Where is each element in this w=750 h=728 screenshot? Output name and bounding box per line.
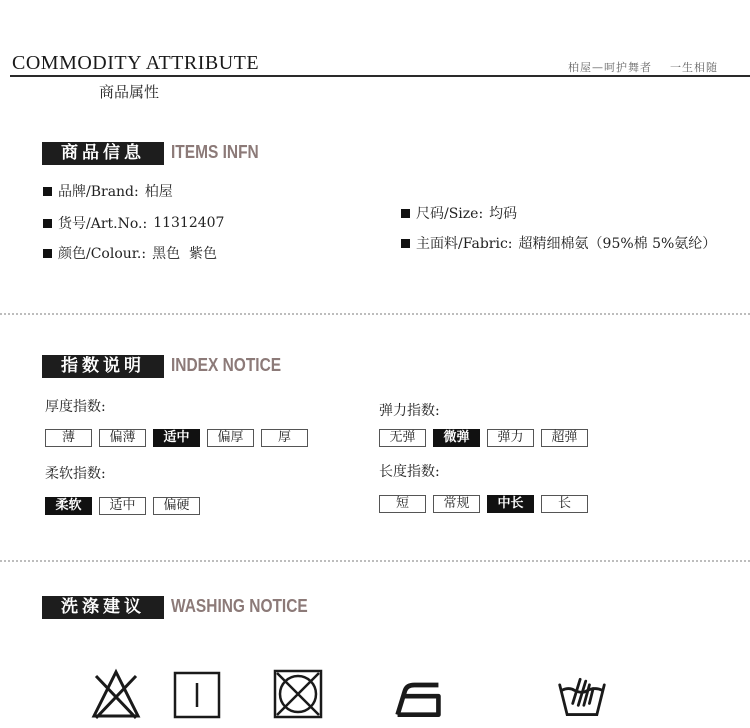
slogan-left: 柏屋—呵护舞者 — [568, 61, 652, 74]
attr-art-no — [43, 213, 224, 233]
index-heading-en: INDEX NOTICE — [171, 355, 282, 375]
thickness-label: 厚度指数: — [45, 399, 106, 415]
softness-options — [45, 497, 200, 515]
index-option: 常规 — [433, 495, 480, 513]
index-option: 无弹 — [379, 429, 426, 447]
line-dry-icon — [172, 670, 224, 722]
attr-value: 黑色 紫色 — [152, 246, 218, 262]
attr-value: 均码 — [489, 206, 518, 222]
index-heading-cn: 指数说明 — [42, 355, 164, 378]
section-divider — [0, 313, 750, 315]
header-rule — [10, 75, 750, 77]
index-option: 短 — [379, 495, 426, 513]
index-option: 长 — [541, 495, 588, 513]
no-bleach-icon — [90, 668, 142, 720]
wash-heading-cn: 洗涤建议 — [42, 596, 164, 619]
index-option: 偏薄 — [99, 429, 146, 447]
brand-slogan — [568, 59, 718, 75]
bullet-icon — [43, 187, 52, 196]
no-tumble-dry-icon — [272, 668, 324, 720]
elasticity-options — [379, 429, 588, 447]
index-option: 偏硬 — [153, 497, 200, 515]
length-label: 长度指数: — [379, 464, 440, 480]
attr-value: 11312407 — [153, 215, 225, 231]
attr-label: 品牌/Brand: — [58, 184, 139, 200]
bullet-icon — [43, 219, 52, 228]
index-option: 弹力 — [487, 429, 534, 447]
attr-value: 柏屋 — [144, 184, 173, 200]
hand-wash-icon — [556, 670, 608, 722]
page-subtitle: 商品属性 — [99, 83, 160, 101]
attr-label: 主面料/Fabric: — [416, 236, 513, 252]
slogan-right: 一生相随 — [670, 61, 718, 74]
index-option-selected: 微弹 — [433, 429, 480, 447]
items-heading-cn: 商品信息 — [42, 142, 164, 165]
index-option: 偏厚 — [207, 429, 254, 447]
attr-value: 超精细棉氨（95%棉 5%氨纶） — [518, 236, 717, 252]
bullet-icon — [401, 239, 410, 248]
page-title: COMMODITY ATTRIBUTE — [12, 52, 260, 74]
elasticity-label: 弹力指数: — [379, 403, 440, 419]
index-option: 薄 — [45, 429, 92, 447]
softness-label: 柔软指数: — [45, 466, 106, 482]
attr-fabric — [401, 233, 716, 253]
attr-label: 尺码/Size: — [416, 206, 484, 222]
wash-heading-en: WASHING NOTICE — [171, 596, 308, 616]
attr-colour — [43, 243, 217, 263]
index-option-selected: 柔软 — [45, 497, 92, 515]
index-option: 超弹 — [541, 429, 588, 447]
index-option: 适中 — [99, 497, 146, 515]
attr-label: 货号/Art.No.: — [58, 216, 148, 232]
length-options — [379, 495, 588, 513]
index-option-selected: 适中 — [153, 429, 200, 447]
index-option-selected: 中长 — [487, 495, 534, 513]
attr-size — [401, 203, 517, 223]
bullet-icon — [401, 209, 410, 218]
attr-brand — [43, 181, 173, 201]
bullet-icon — [43, 249, 52, 258]
iron-icon — [392, 672, 444, 724]
items-heading-en: ITEMS INFN — [171, 142, 259, 162]
thickness-options — [45, 429, 308, 447]
section-divider — [0, 560, 750, 562]
index-option: 厚 — [261, 429, 308, 447]
attr-label: 颜色/Colour.: — [58, 246, 147, 262]
